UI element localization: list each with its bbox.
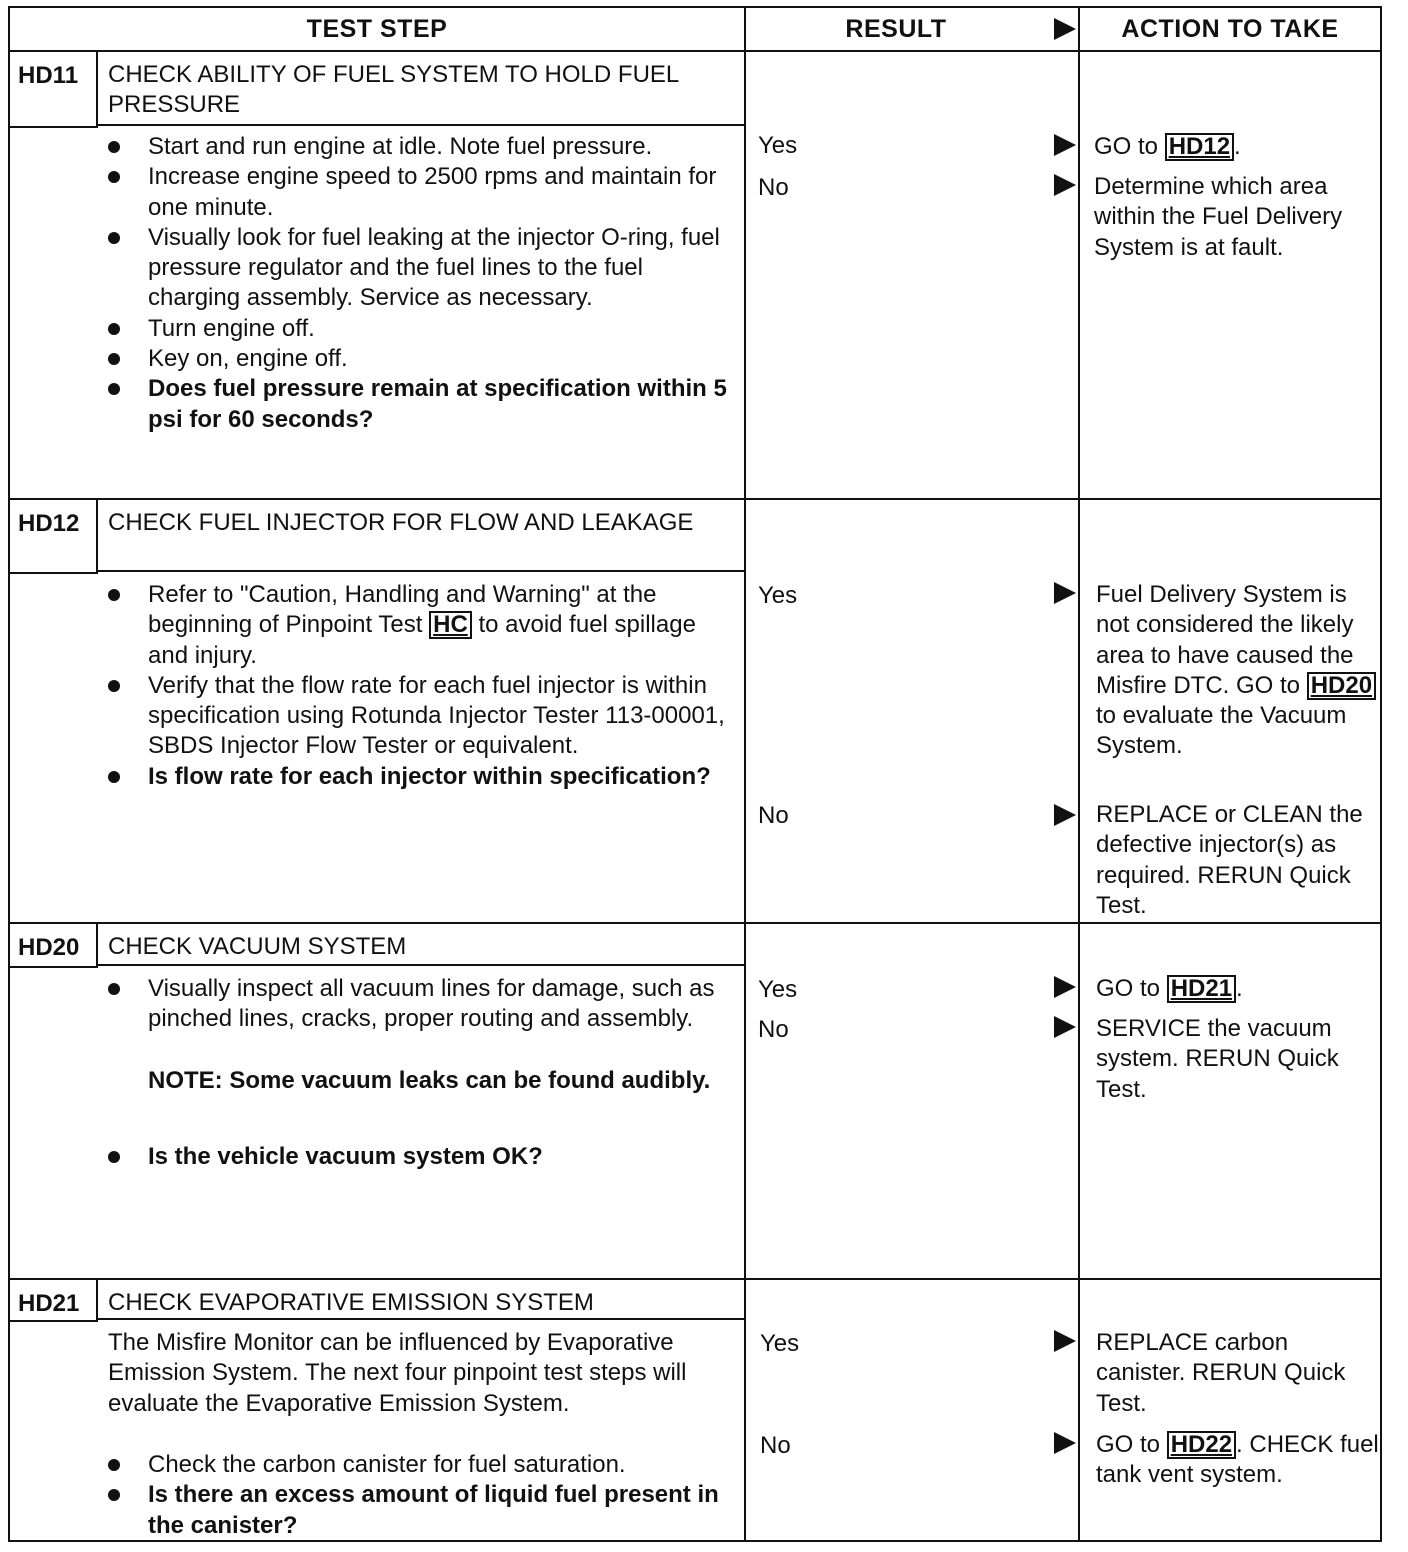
result-yes: Yes <box>760 1330 800 1357</box>
action-text: REPLACE or CLEAN the defective injector(s) as required. RERUN Quick Test. <box>1096 801 1363 919</box>
result-yes: Yes <box>758 582 798 609</box>
step-id: HD12 <box>18 510 80 537</box>
result-no: No <box>758 1016 789 1043</box>
result-no: No <box>758 174 789 201</box>
bullet-icon <box>108 141 120 153</box>
action-text: GO to HD21 . <box>1096 975 1243 1002</box>
step-reference[interactable]: HD21 <box>1167 975 1236 1003</box>
bullet-icon <box>108 680 120 692</box>
arrow-icon <box>1054 804 1076 826</box>
step-id: HD11 <box>18 62 79 89</box>
step-reference[interactable]: HD22 <box>1167 1431 1236 1459</box>
arrow-icon <box>1054 1330 1076 1352</box>
arrow-icon <box>1054 174 1076 196</box>
action-text: GO to HD22 . CHECK fuel tank vent system. <box>1096 1431 1379 1489</box>
bullet-icon <box>108 1459 120 1471</box>
arrow-icon <box>1054 1432 1076 1454</box>
result-yes: Yes <box>758 132 798 159</box>
header-rule <box>10 50 1380 52</box>
list-item: Turn engine off. <box>108 314 728 344</box>
bullet-icon <box>108 771 120 783</box>
header-test-step: TEST STEP <box>306 14 448 43</box>
arrow-icon <box>1054 18 1076 40</box>
result-no: No <box>760 1432 791 1459</box>
title-rule <box>96 570 744 572</box>
step-reference[interactable]: HD20 <box>1307 672 1376 700</box>
header-result: RESULT <box>845 14 947 43</box>
intro-text: The Misfire Monitor can be influenced by Evaporative Emission System. The next four pinpoint test steps will evaluate the Evaporative Emission System. <box>108 1329 687 1417</box>
arrow-icon <box>1054 134 1076 156</box>
step-title: CHECK FUEL INJECTOR FOR FLOW AND LEAKAGE <box>108 509 694 536</box>
title-rule <box>96 1318 744 1320</box>
header-action: ACTION TO TAKE <box>1121 14 1339 43</box>
step-bullets <box>108 132 728 435</box>
list-item: Visually look for fuel leaking at the injector O-ring, fuel pressure regulator and the fuel lines to the fuel charging assembly. Service as necessary. <box>108 223 728 314</box>
list-item: Increase engine speed to 2500 rpms and maintain for one minute. <box>108 162 728 223</box>
bullet-icon <box>108 171 120 183</box>
action-text: Determine which area within the Fuel Delivery System is at fault. <box>1094 173 1343 261</box>
action-text: REPLACE carbon canister. RERUN Quick Test. <box>1096 1329 1346 1417</box>
step-title: CHECK ABILITY OF FUEL SYSTEM TO HOLD FUEL PRESSURE <box>108 61 679 118</box>
list-item: Key on, engine off. <box>108 344 728 374</box>
row-rule <box>10 498 1380 500</box>
row-rule <box>10 1278 1380 1280</box>
bullet-icon <box>108 232 120 244</box>
step-id: HD21 <box>18 1290 80 1317</box>
bullet-icon <box>108 323 120 335</box>
step-bullets <box>108 974 728 1035</box>
column-divider <box>744 8 746 1540</box>
step-reference[interactable]: HC <box>429 611 472 639</box>
result-yes: Yes <box>758 976 798 1003</box>
result-no: No <box>758 802 789 829</box>
arrow-icon <box>1054 976 1076 998</box>
row-rule <box>10 922 1380 924</box>
step-bullets <box>108 580 728 792</box>
arrow-icon <box>1054 582 1076 604</box>
column-divider <box>1078 8 1080 1540</box>
list-item: Start and run engine at idle. Note fuel pressure. <box>108 132 728 162</box>
step-title: CHECK EVAPORATIVE EMISSION SYSTEM <box>108 1289 594 1316</box>
step-bullets <box>108 1450 728 1541</box>
list-item: Is flow rate for each injector within specification? <box>108 762 728 792</box>
step-title: CHECK VACUUM SYSTEM <box>108 933 407 960</box>
action-text: SERVICE the vacuum system. RERUN Quick Test. <box>1096 1015 1339 1103</box>
bullet-icon <box>108 1151 120 1163</box>
list-item: Is the vehicle vacuum system OK? <box>108 1142 728 1172</box>
list-item: Is there an excess amount of liquid fuel present in the canister? <box>108 1480 728 1541</box>
step-bullets <box>108 1142 728 1172</box>
list-item: Visually inspect all vacuum lines for damage, such as pinched lines, cracks, proper routing and assembly. <box>108 974 728 1035</box>
bullet-icon <box>108 1489 120 1501</box>
list-item: Check the carbon canister for fuel saturation. <box>108 1450 728 1480</box>
arrow-icon <box>1054 1016 1076 1038</box>
list-item: Refer to "Caution, Handling and Warning" at the beginning of Pinpoint Test HC to avoid fuel spillage and injury. <box>108 580 728 671</box>
bullet-icon <box>108 353 120 365</box>
bullet-icon <box>108 383 120 395</box>
list-item: Verify that the flow rate for each fuel injector is within specification using Rotunda Injector Tester 113-00001, SBDS Injector Flow Tester or equivalent. <box>108 671 728 762</box>
diagnostic-table <box>8 6 1382 1542</box>
step-reference[interactable]: HD12 <box>1165 133 1234 161</box>
action-text: Fuel Delivery System is not considered the likely area to have caused the Misfire DTC. GO to HD20 to evaluate the Vacuum System. <box>1096 580 1381 762</box>
step-id: HD20 <box>18 934 80 961</box>
title-rule <box>96 124 744 126</box>
bullet-icon <box>108 983 120 995</box>
title-rule <box>96 964 744 966</box>
bullet-icon <box>108 589 120 601</box>
note-text: NOTE: Some vacuum leaks can be found audibly. <box>148 1067 711 1094</box>
action-text: GO to HD12 . <box>1094 133 1241 160</box>
list-item: Does fuel pressure remain at specification within 5 psi for 60 seconds? <box>108 374 728 435</box>
